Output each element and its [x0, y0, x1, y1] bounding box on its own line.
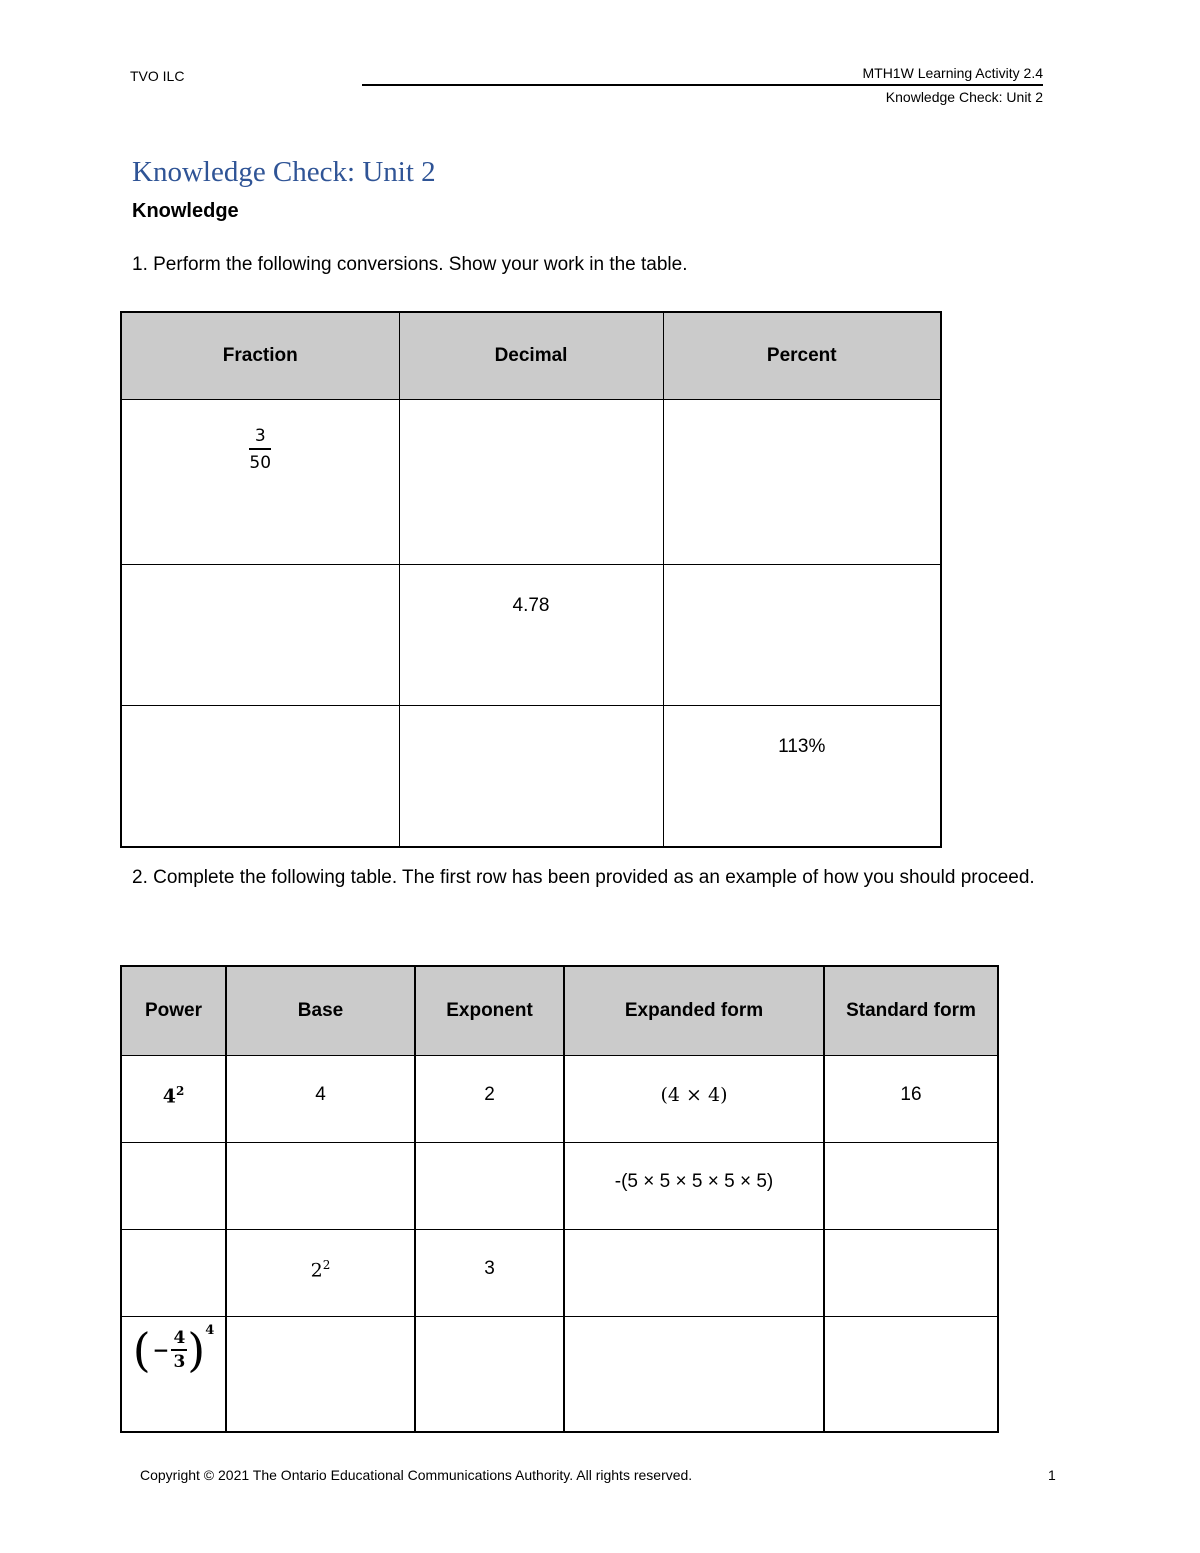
col-header-decimal: Decimal — [399, 312, 663, 400]
cell-exponent[interactable] — [415, 1143, 564, 1230]
cell-base[interactable] — [226, 1143, 415, 1230]
powers-table — [120, 965, 999, 1433]
cell-fraction[interactable] — [121, 706, 399, 848]
conversion-table — [120, 311, 942, 848]
cell-value: 4 — [315, 1084, 326, 1105]
question-1-text: 1. Perform the following conversions. Show your work in the table. — [132, 254, 688, 275]
section-heading: Knowledge — [132, 200, 239, 222]
cell-exponent[interactable] — [415, 1056, 564, 1143]
cell-base[interactable] — [226, 1230, 415, 1317]
cell-value: 2 — [484, 1084, 495, 1105]
cell-power[interactable] — [121, 1230, 226, 1317]
header-course: MTH1W Learning Activity 2.4 — [862, 65, 1043, 81]
cell-value: 16 — [900, 1084, 922, 1105]
table-row — [121, 1317, 998, 1433]
header-org: TVO ILC — [130, 68, 185, 84]
table-row — [121, 400, 941, 565]
cell-decimal[interactable] — [399, 565, 663, 706]
fraction-value — [249, 424, 271, 476]
cell-value: 113% — [778, 736, 826, 757]
cell-base[interactable] — [226, 1317, 415, 1433]
cell-fraction[interactable] — [121, 565, 399, 706]
cell-expanded[interactable] — [564, 1143, 824, 1230]
table-row — [121, 1056, 998, 1143]
header-subtitle: Knowledge Check: Unit 2 — [885, 89, 1043, 105]
power-value: $4^2$ — [162, 1084, 185, 1108]
cell-base[interactable] — [226, 1056, 415, 1143]
table-row — [121, 1143, 998, 1230]
cell-exponent[interactable] — [415, 1230, 564, 1317]
cell-decimal[interactable] — [399, 706, 663, 848]
base-value: $2^2$ — [310, 1258, 331, 1282]
cell-power[interactable] — [121, 1056, 226, 1143]
cell-standard[interactable] — [824, 1317, 998, 1433]
cell-percent[interactable] — [663, 706, 941, 848]
power-fraction: ( − $\frac{4}{3}$ ) $^4$ — [132, 1323, 215, 1377]
fraction-denominator: 50 — [249, 453, 272, 473]
col-header-expanded-form: Expanded form — [564, 966, 824, 1056]
col-header-fraction: Fraction — [121, 312, 399, 400]
col-header-standard-form: Standard form — [824, 966, 998, 1056]
header-rule — [362, 84, 1043, 86]
cell-standard[interactable] — [824, 1230, 998, 1317]
cell-percent[interactable] — [663, 400, 941, 565]
cell-fraction[interactable] — [121, 400, 399, 565]
fraction-numerator: 3 — [249, 424, 271, 450]
table-row — [121, 706, 941, 848]
table-row — [121, 1230, 998, 1317]
col-header-base: Base — [226, 966, 415, 1056]
cell-expanded[interactable] — [564, 1230, 824, 1317]
table-row — [121, 565, 941, 706]
cell-value: 4.78 — [512, 595, 550, 616]
col-header-percent: Percent — [663, 312, 941, 400]
cell-value: (4 × 4) — [660, 1084, 728, 1106]
cell-standard[interactable] — [824, 1056, 998, 1143]
page-number: 1 — [1048, 1467, 1056, 1483]
cell-percent[interactable] — [663, 565, 941, 706]
cell-value: -(5 × 5 × 5 × 5 × 5) — [614, 1171, 774, 1192]
footer-copyright: Copyright © 2021 The Ontario Educational Communications Authority. All rights reserved. — [140, 1467, 693, 1483]
cell-standard[interactable] — [824, 1143, 998, 1230]
col-header-exponent: Exponent — [415, 966, 564, 1056]
cell-exponent[interactable] — [415, 1317, 564, 1433]
cell-power[interactable] — [121, 1317, 226, 1433]
question-2-text: 2. Complete the following table. The first row has been provided as an example of how you should proceed. — [132, 867, 1035, 888]
page-title: Knowledge Check: Unit 2 — [132, 156, 436, 188]
cell-expanded[interactable] — [564, 1317, 824, 1433]
cell-expanded[interactable] — [564, 1056, 824, 1143]
cell-value: 3 — [484, 1258, 495, 1279]
col-header-power: Power — [121, 966, 226, 1056]
cell-power[interactable] — [121, 1143, 226, 1230]
cell-decimal[interactable] — [399, 400, 663, 565]
